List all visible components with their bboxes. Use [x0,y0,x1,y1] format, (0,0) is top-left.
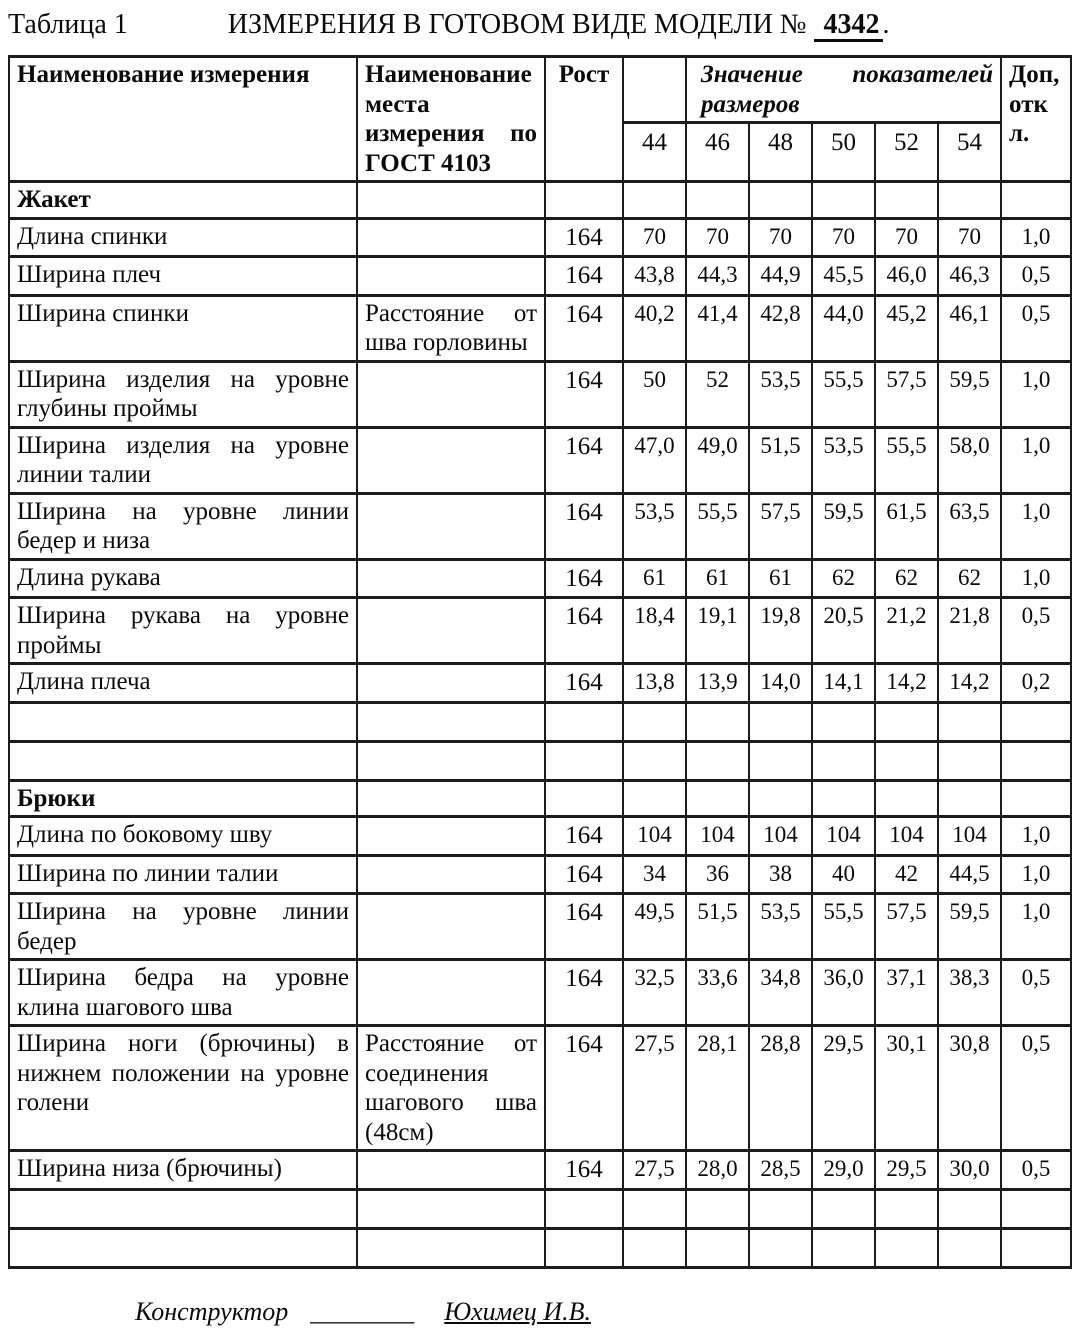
size-52-value-cell: 14,2 [875,664,938,703]
page-title-text: ИЗМЕРЕНИЯ В ГОТОВОМ ВИДЕ МОДЕЛИ № [227,9,807,40]
size-50-value-cell [812,741,875,780]
tolerance-cell: 0,5 [1001,1026,1071,1151]
size-48-value-cell [749,780,812,817]
size-50-value-cell: 104 [812,817,875,856]
height-cell: 164 [545,598,623,664]
size-54-value-cell: 104 [938,817,1001,856]
measurements-table [8,55,1072,1269]
table-row [9,1026,1071,1151]
size-52-value-cell [875,1189,938,1228]
size-50-value-cell [812,182,875,219]
size-46-value-cell: 19,1 [686,598,749,664]
gost-place-cell [357,598,545,664]
measurement-name-cell: Длина спинки [9,218,357,257]
measurement-name-cell: Длина плеча [9,664,357,703]
size-48-value-cell: 104 [749,817,812,856]
table-row [9,1228,1071,1267]
table-row [9,780,1071,817]
size-48-value-cell: 38 [749,855,812,894]
size-44-value-cell [623,741,686,780]
measurement-name-cell: Ширина бедра на уровне клина шагового шва [9,960,357,1026]
size-52-value-cell: 62 [875,559,938,598]
gost-place-cell [357,493,545,559]
size-48-value-cell [749,741,812,780]
size-52-value-cell: 30,1 [875,1026,938,1151]
size-50-value-cell: 40 [812,855,875,894]
height-cell: 164 [545,257,623,296]
size-46-value-cell [686,182,749,219]
table-row [9,1189,1071,1228]
height-cell: 164 [545,664,623,703]
size-46-value-cell: 104 [686,817,749,856]
table-row [9,855,1071,894]
size-52-value-cell [875,780,938,817]
table-row [9,493,1071,559]
tolerance-cell: 0,5 [1001,598,1071,664]
gost-place-cell [357,1151,545,1190]
header-measurement-name: Наименование измерения [9,57,357,182]
title-period: . [882,9,890,40]
size-44-value-cell: 13,8 [623,664,686,703]
size-50-value-cell: 44,0 [812,295,875,361]
height-cell [545,1189,623,1228]
size-46-value-cell: 51,5 [686,894,749,960]
size-44-value-cell: 50 [623,361,686,427]
designer-name: Юхимец И.В. [444,1297,591,1326]
gost-place-cell [357,1228,545,1267]
signature-line [135,1297,591,1327]
size-48-value-cell [749,1228,812,1267]
size-44-value-cell [623,1228,686,1267]
size-54-value-cell [938,182,1001,219]
size-52-value-cell [875,741,938,780]
height-cell: 164 [545,295,623,361]
size-50-value-cell: 59,5 [812,493,875,559]
tolerance-cell: 1,0 [1001,855,1071,894]
size-52-value-cell: 29,5 [875,1151,938,1190]
size-52-value-cell: 37,1 [875,960,938,1026]
measurement-name-cell: Ширина изделия на уровне глубины проймы [9,361,357,427]
height-cell [545,741,623,780]
size-52-value-cell [875,1228,938,1267]
size-48-value-cell [749,1189,812,1228]
tolerance-cell: 1,0 [1001,559,1071,598]
measurement-name-cell: Ширина изделия на уровне линии талии [9,427,357,493]
size-44-value-cell: 49,5 [623,894,686,960]
measurement-name-cell: Ширина ноги (брючины) в нижнем положении на уровне голени [9,1026,357,1151]
tolerance-cell: 1,0 [1001,817,1071,856]
size-44-value-cell: 61 [623,559,686,598]
size-46-value-cell: 28,1 [686,1026,749,1151]
header-size-48: 48 [749,123,812,182]
table-row [9,218,1071,257]
size-50-value-cell: 14,1 [812,664,875,703]
size-50-value-cell [812,1228,875,1267]
measurement-name-cell [9,1189,357,1228]
size-44-value-cell: 70 [623,218,686,257]
size-50-value-cell [812,1189,875,1228]
size-54-value-cell [938,1228,1001,1267]
gost-place-cell [357,664,545,703]
size-44-value-cell: 104 [623,817,686,856]
height-cell [545,780,623,817]
tolerance-cell: 1,0 [1001,493,1071,559]
measurement-name-cell [9,702,357,741]
table-row [9,1151,1071,1190]
size-46-value-cell: 44,3 [686,257,749,296]
size-44-value-cell: 34 [623,855,686,894]
height-cell: 164 [545,1151,623,1190]
size-54-value-cell: 38,3 [938,960,1001,1026]
size-52-value-cell: 104 [875,817,938,856]
size-52-value-cell [875,182,938,219]
table-row [9,741,1071,780]
size-48-value-cell: 70 [749,218,812,257]
size-54-value-cell: 59,5 [938,361,1001,427]
measurement-name-cell: Длина рукава [9,559,357,598]
size-48-value-cell: 14,0 [749,664,812,703]
measurement-name-cell: Ширина на уровне линии бедер и низа [9,493,357,559]
height-cell: 164 [545,427,623,493]
size-54-value-cell: 21,8 [938,598,1001,664]
header-tolerance: Доп, откл. [1001,57,1071,182]
size-50-value-cell: 45,5 [812,257,875,296]
table-row [9,664,1071,703]
size-52-value-cell: 55,5 [875,427,938,493]
size-54-value-cell: 46,3 [938,257,1001,296]
size-48-value-cell: 34,8 [749,960,812,1026]
height-cell: 164 [545,218,623,257]
title-row [8,8,890,42]
size-50-value-cell: 29,5 [812,1026,875,1151]
size-52-value-cell: 46,0 [875,257,938,296]
size-44-value-cell: 27,5 [623,1151,686,1190]
size-52-value-cell: 57,5 [875,361,938,427]
gost-place-cell [357,741,545,780]
size-48-value-cell: 28,5 [749,1151,812,1190]
size-54-value-cell: 44,5 [938,855,1001,894]
page-title [228,8,890,42]
gost-place-cell [357,361,545,427]
size-52-value-cell [875,702,938,741]
tolerance-cell [1001,1228,1071,1267]
tolerance-cell: 1,0 [1001,218,1071,257]
size-50-value-cell: 70 [812,218,875,257]
gost-place-cell [357,257,545,296]
size-50-value-cell [812,702,875,741]
table-body [9,182,1071,1268]
size-52-value-cell: 61,5 [875,493,938,559]
size-54-value-cell: 46,1 [938,295,1001,361]
header-size-52: 52 [875,123,938,182]
size-50-value-cell: 29,0 [812,1151,875,1190]
tolerance-cell [1001,182,1071,219]
tolerance-cell: 1,0 [1001,361,1071,427]
size-44-value-cell [623,182,686,219]
size-46-value-cell: 61 [686,559,749,598]
size-50-value-cell: 55,5 [812,361,875,427]
tolerance-cell: 1,0 [1001,894,1071,960]
header-size-54: 54 [938,123,1001,182]
size-48-value-cell: 44,9 [749,257,812,296]
size-52-value-cell: 45,2 [875,295,938,361]
size-54-value-cell [938,780,1001,817]
size-48-value-cell: 53,5 [749,361,812,427]
table-row [9,361,1071,427]
size-46-value-cell: 70 [686,218,749,257]
designer-label: Конструктор [135,1297,289,1326]
header-height: Рост [545,57,623,182]
size-54-value-cell: 30,8 [938,1026,1001,1151]
size-54-value-cell: 58,0 [938,427,1001,493]
measurement-name-cell: Ширина на уровне линии бедер [9,894,357,960]
tolerance-cell [1001,702,1071,741]
size-46-value-cell [686,1189,749,1228]
size-48-value-cell [749,702,812,741]
table-row [9,182,1071,219]
height-cell: 164 [545,361,623,427]
tolerance-cell: 0,5 [1001,1151,1071,1190]
size-46-value-cell: 33,6 [686,960,749,1026]
height-cell: 164 [545,894,623,960]
size-44-value-cell: 47,0 [623,427,686,493]
size-48-value-cell: 19,8 [749,598,812,664]
header-sizes-spacer [623,57,686,123]
size-50-value-cell: 36,0 [812,960,875,1026]
gost-place-cell [357,960,545,1026]
measurement-name-cell: Ширина спинки [9,295,357,361]
table-row [9,960,1071,1026]
size-46-value-cell: 52 [686,361,749,427]
size-48-value-cell: 61 [749,559,812,598]
size-52-value-cell: 42 [875,855,938,894]
size-50-value-cell [812,780,875,817]
height-cell: 164 [545,493,623,559]
table-row [9,894,1071,960]
header-size-44: 44 [623,123,686,182]
size-50-value-cell: 62 [812,559,875,598]
height-cell: 164 [545,559,623,598]
measurement-name-cell: Ширина низа (брючины) [9,1151,357,1190]
size-44-value-cell: 32,5 [623,960,686,1026]
size-54-value-cell [938,702,1001,741]
table-row [9,702,1071,741]
measurement-name-cell: Длина по боковому шву [9,817,357,856]
size-44-value-cell [623,702,686,741]
size-46-value-cell [686,741,749,780]
measurement-name-cell: Ширина рукава на уровне проймы [9,598,357,664]
height-cell [545,182,623,219]
gost-place-cell [357,182,545,219]
height-cell [545,1228,623,1267]
gost-place-cell [357,218,545,257]
size-52-value-cell: 57,5 [875,894,938,960]
size-46-value-cell [686,702,749,741]
gost-place-cell [357,817,545,856]
size-54-value-cell: 63,5 [938,493,1001,559]
height-cell: 164 [545,817,623,856]
size-46-value-cell [686,1228,749,1267]
tolerance-cell [1001,780,1071,817]
size-44-value-cell [623,1189,686,1228]
gost-place-cell [357,780,545,817]
size-48-value-cell: 57,5 [749,493,812,559]
gost-place-cell [357,559,545,598]
size-44-value-cell: 43,8 [623,257,686,296]
table-header [9,57,1071,182]
header-row-1 [9,57,1071,123]
gost-place-cell: Расстояние от соединения шагового шва (48см) [357,1026,545,1151]
size-54-value-cell [938,1189,1001,1228]
tolerance-cell: 0,2 [1001,664,1071,703]
model-number: 4342 [814,10,883,42]
size-54-value-cell: 59,5 [938,894,1001,960]
gost-place-cell [357,894,545,960]
size-44-value-cell [623,780,686,817]
table-number-label: Таблица 1 [8,9,128,40]
header-size-50: 50 [812,123,875,182]
header-values-group: Значение показателей размеров [686,57,1001,123]
size-46-value-cell: 49,0 [686,427,749,493]
measurement-name-cell: Ширина по линии талии [9,855,357,894]
size-52-value-cell: 70 [875,218,938,257]
size-46-value-cell: 28,0 [686,1151,749,1190]
table-row [9,817,1071,856]
size-44-value-cell: 18,4 [623,598,686,664]
size-50-value-cell: 20,5 [812,598,875,664]
table-row [9,257,1071,296]
table-row [9,598,1071,664]
size-54-value-cell: 70 [938,218,1001,257]
table-row [9,295,1071,361]
tolerance-cell: 0,5 [1001,257,1071,296]
tolerance-cell: 1,0 [1001,427,1071,493]
measurement-name-cell: Брюки [9,780,357,817]
measurement-name-cell: Ширина плеч [9,257,357,296]
size-54-value-cell [938,741,1001,780]
size-54-value-cell: 62 [938,559,1001,598]
size-44-value-cell: 53,5 [623,493,686,559]
size-54-value-cell: 14,2 [938,664,1001,703]
size-48-value-cell: 53,5 [749,894,812,960]
header-gost-place: Наименование места измерения по ГОСТ 4103 [357,57,545,182]
measurement-name-cell [9,1228,357,1267]
size-46-value-cell: 55,5 [686,493,749,559]
header-size-46: 46 [686,123,749,182]
size-48-value-cell: 42,8 [749,295,812,361]
size-54-value-cell: 30,0 [938,1151,1001,1190]
signature-blank: ________ [310,1297,415,1326]
gost-place-cell [357,702,545,741]
size-50-value-cell: 55,5 [812,894,875,960]
tolerance-cell [1001,741,1071,780]
height-cell: 164 [545,1026,623,1151]
size-48-value-cell: 28,8 [749,1026,812,1151]
gost-place-cell: Расстояние от шва горловины [357,295,545,361]
size-46-value-cell [686,780,749,817]
measurement-name-cell [9,741,357,780]
table-row [9,427,1071,493]
height-cell [545,702,623,741]
gost-place-cell [357,427,545,493]
size-52-value-cell: 21,2 [875,598,938,664]
size-46-value-cell: 41,4 [686,295,749,361]
tolerance-cell [1001,1189,1071,1228]
size-44-value-cell: 40,2 [623,295,686,361]
size-50-value-cell: 53,5 [812,427,875,493]
height-cell: 164 [545,855,623,894]
size-44-value-cell: 27,5 [623,1026,686,1151]
height-cell: 164 [545,960,623,1026]
tolerance-cell: 0,5 [1001,960,1071,1026]
measurement-name-cell: Жакет [9,182,357,219]
table-row [9,559,1071,598]
size-46-value-cell: 13,9 [686,664,749,703]
size-48-value-cell: 51,5 [749,427,812,493]
size-48-value-cell [749,182,812,219]
size-46-value-cell: 36 [686,855,749,894]
gost-place-cell [357,1189,545,1228]
tolerance-cell: 0,5 [1001,295,1071,361]
gost-place-cell [357,855,545,894]
